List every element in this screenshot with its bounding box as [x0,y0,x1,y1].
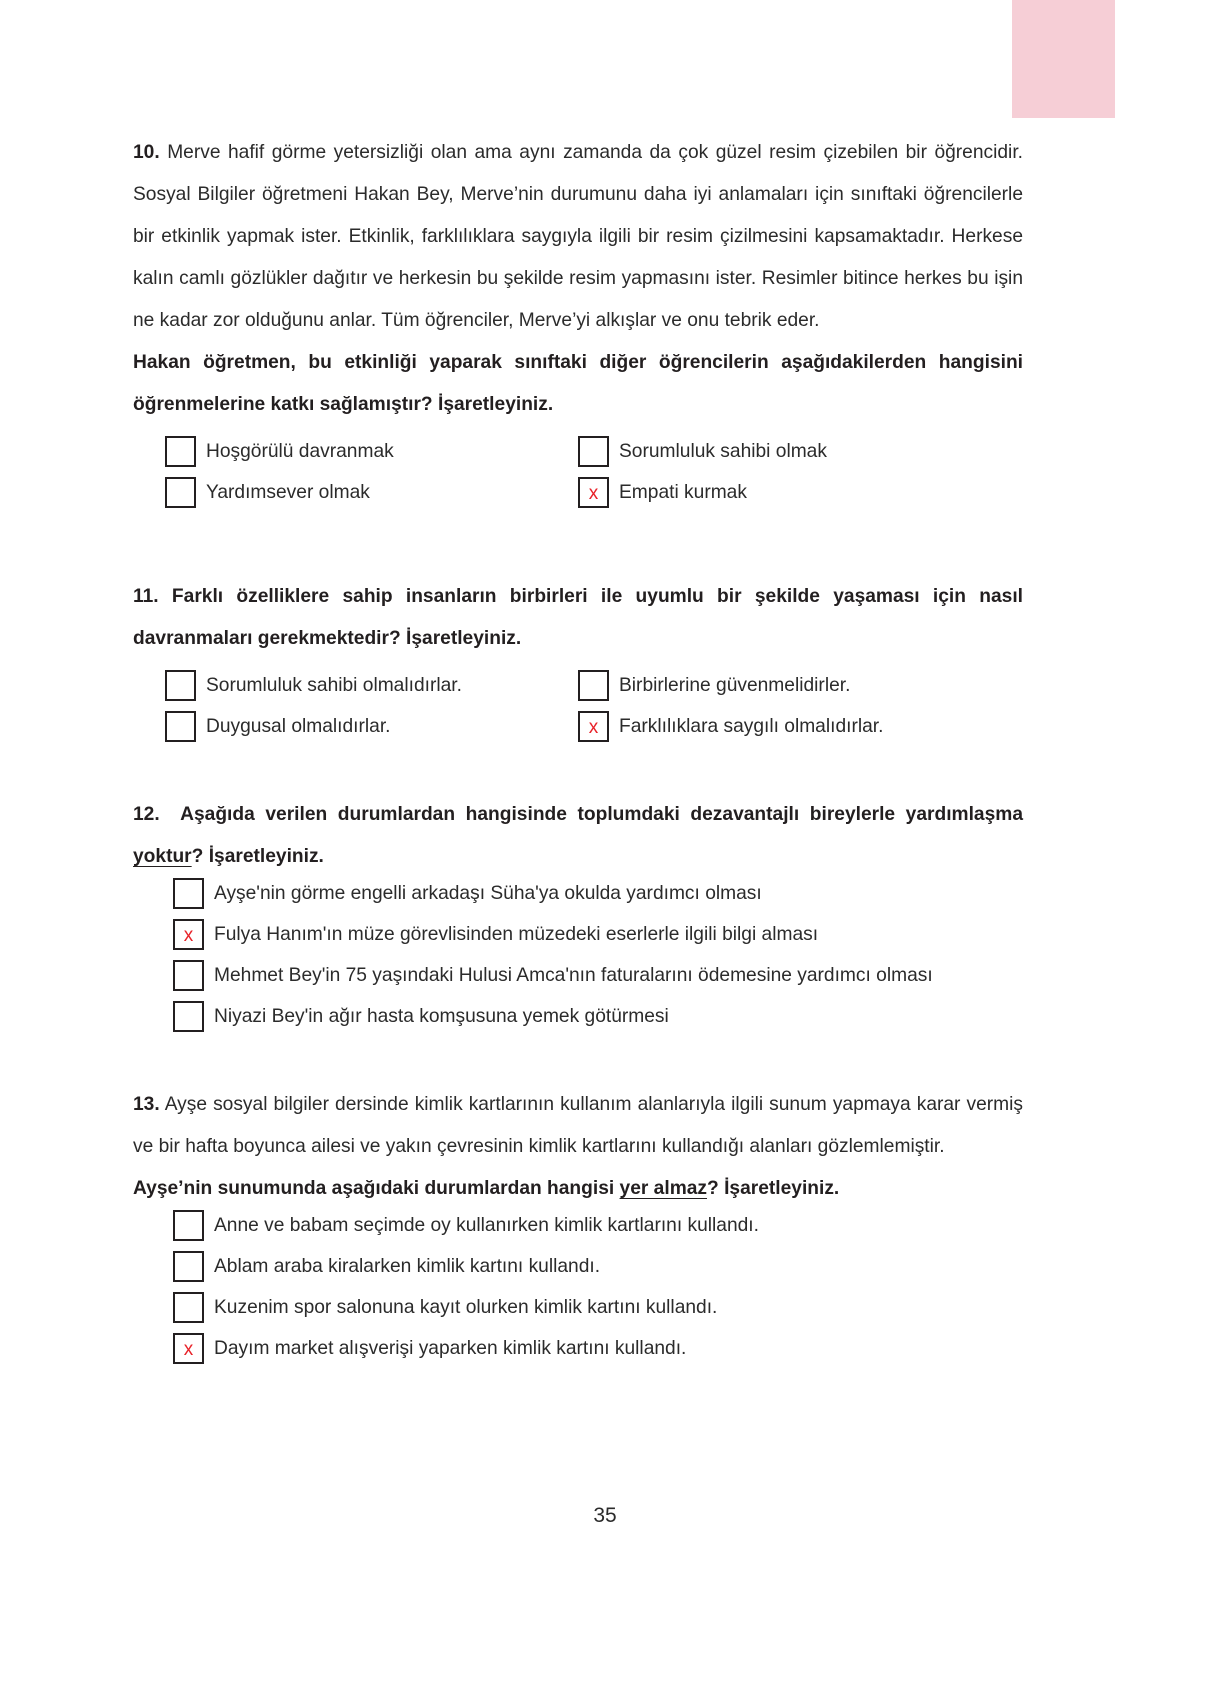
spacer [133,752,1023,794]
option-label: Birbirlerine güvenmelidirler. [619,674,851,696]
checkbox[interactable] [578,711,609,742]
option-label: Yardımsever olmak [206,481,370,503]
question-11-prompt-text: Farklı özelliklere sahip insanların birbirleri ile uyumlu bir şekilde yaşaması için nasıl davranmaları gerekmektedir? İşaretleyiniz. [133,586,1023,649]
question-12-number: 12. [133,804,160,825]
option-label: Sorumluluk sahibi olmak [619,440,827,462]
spacer [133,1042,1023,1084]
question-13-prompt-underlined: yer almaz [619,1178,708,1199]
question-11 [133,576,1023,752]
question-13-prompt [133,1168,1023,1210]
option-row[interactable] [133,1001,1063,1032]
question-13-options [133,1210,1023,1364]
page-corner-tab [1012,0,1115,118]
spacer [133,518,1023,576]
option-label: Dayım market alışverişi yaparken kimlik kartını kullandı. [214,1337,687,1359]
option-label: Ablam araba kiralarken kimlik kartını kullandı. [214,1255,601,1277]
option-row[interactable] [578,436,1023,467]
question-10-passage-text: Merve hafif görme yetersizliği olan ama aynı zamanda da çok güzel resim çizebilen bir öğrencidir. Sosyal Bilgiler öğretmeni Hakan Bey, Merve’nin durumunu daha iyi anlamaları için sınıftaki öğrencilerle bir etkinlik yapmak ister. Etkinlik, farklılıklara saygıyla ilgili bir resim çizilmesini kapsamaktadır. Herkese kalın camlı gözlükler dağıtır ve herkesin bu şekilde resim yapmasını ister. Resimler bitince herkes bu işin ne kadar zor olduğunu anlar. Tüm öğrenciler, Merve’yi alkışlar ve onu tebrik eder. [133,142,1023,331]
option-row[interactable] [133,1251,1063,1282]
option-row[interactable] [133,919,1063,950]
option-row[interactable] [578,670,1023,701]
option-label: Empati kurmak [619,481,747,503]
question-12-prompt-underlined: yoktur [133,846,192,867]
question-12-prompt-pre: Aşağıda verilen durumlardan hangisinde toplumdaki dezavantajlı bireylerle yardımlaşma [180,804,1024,825]
option-row[interactable] [133,960,1063,991]
question-12-prompt-post: ? İşaretleyiniz. [191,846,324,867]
option-row[interactable] [578,711,1023,742]
check-mark-x: x [183,925,194,946]
checkbox[interactable] [173,1210,204,1241]
checkbox[interactable] [173,919,204,950]
option-label: Duygusal olmalıdırlar. [206,715,391,737]
checkbox[interactable] [173,1251,204,1282]
question-11-options [133,670,1023,752]
option-label: Kuzenim spor salonuna kayıt olurken kimlik kartını kullandı. [214,1296,718,1318]
option-row[interactable] [133,670,578,701]
checkbox[interactable] [165,711,196,742]
checkbox[interactable] [578,477,609,508]
question-10-number: 10. [133,142,160,163]
question-10 [133,132,1023,518]
option-row[interactable] [133,711,578,742]
check-mark-x: x [588,717,599,738]
option-label: Sorumluluk sahibi olmalıdırlar. [206,674,462,696]
question-12-options [133,878,1023,1032]
check-mark-x: x [183,1339,194,1360]
option-row[interactable] [133,878,1063,909]
option-label: Anne ve babam seçimde oy kullanırken kimlik kartlarını kullandı. [214,1214,759,1236]
option-label: Mehmet Bey'in 75 yaşındaki Hulusi Amca'nın faturalarını ödemesine yardımcı olması [214,964,933,986]
checkbox[interactable] [173,960,204,991]
option-row[interactable] [133,1292,1063,1323]
question-13-prompt-post: ? İşaretleyiniz. [707,1178,840,1199]
question-11-number: 11. [133,586,159,607]
checkbox[interactable] [165,670,196,701]
checkbox[interactable] [173,1292,204,1323]
question-13-prompt-pre: Ayşe’nin sunumunda aşağıdaki durumlardan hangisi [133,1178,620,1199]
question-12 [133,794,1023,1032]
question-10-passage [133,132,1023,342]
checkbox[interactable] [578,436,609,467]
checkbox[interactable] [165,436,196,467]
option-label: Niyazi Bey'in ağır hasta komşusuna yemek götürmesi [214,1005,669,1027]
option-label: Ayşe'nin görme engelli arkadaşı Süha'ya okulda yardımcı olması [214,882,762,904]
question-10-prompt: Hakan öğretmen, bu etkinliği yaparak sınıftaki diğer öğrencilerin aşağıdakilerden hangisini öğrenmelerine katkı sağlamıştır? İşaretleyiniz. [133,352,1023,415]
question-13-passage [133,1084,1023,1168]
option-label: Farklılıklara saygılı olmalıdırlar. [619,715,884,737]
question-10-options [133,436,1023,518]
checkbox[interactable] [173,1001,204,1032]
question-11-prompt [133,576,1023,660]
page-number: 35 [593,1504,617,1527]
checkbox[interactable] [173,878,204,909]
question-13-number: 13. [133,1094,160,1115]
question-13-passage-text: Ayşe sosyal bilgiler dersinde kimlik kartlarının kullanım alanlarıyla ilgili sunum yapmaya karar vermiş ve bir hafta boyunca ailesi ve yakın çevresinin kimlik kartlarını kullandığı alanları gözlemlemiştir. [133,1094,1024,1157]
option-row[interactable] [578,477,1023,508]
option-row[interactable] [133,1333,1063,1364]
checkbox[interactable] [578,670,609,701]
option-label: Hoşgörülü davranmak [206,440,394,462]
checkbox[interactable] [165,477,196,508]
question-13 [133,1084,1023,1364]
option-row[interactable] [133,436,578,467]
option-row[interactable] [133,1210,1063,1241]
page-content [133,132,1023,1374]
option-label: Fulya Hanım'ın müze görevlisinden müzedeki eserlerle ilgili bilgi alması [214,923,819,945]
check-mark-x: x [588,483,599,504]
checkbox[interactable] [173,1333,204,1364]
question-12-prompt [133,794,1023,878]
option-row[interactable] [133,477,578,508]
